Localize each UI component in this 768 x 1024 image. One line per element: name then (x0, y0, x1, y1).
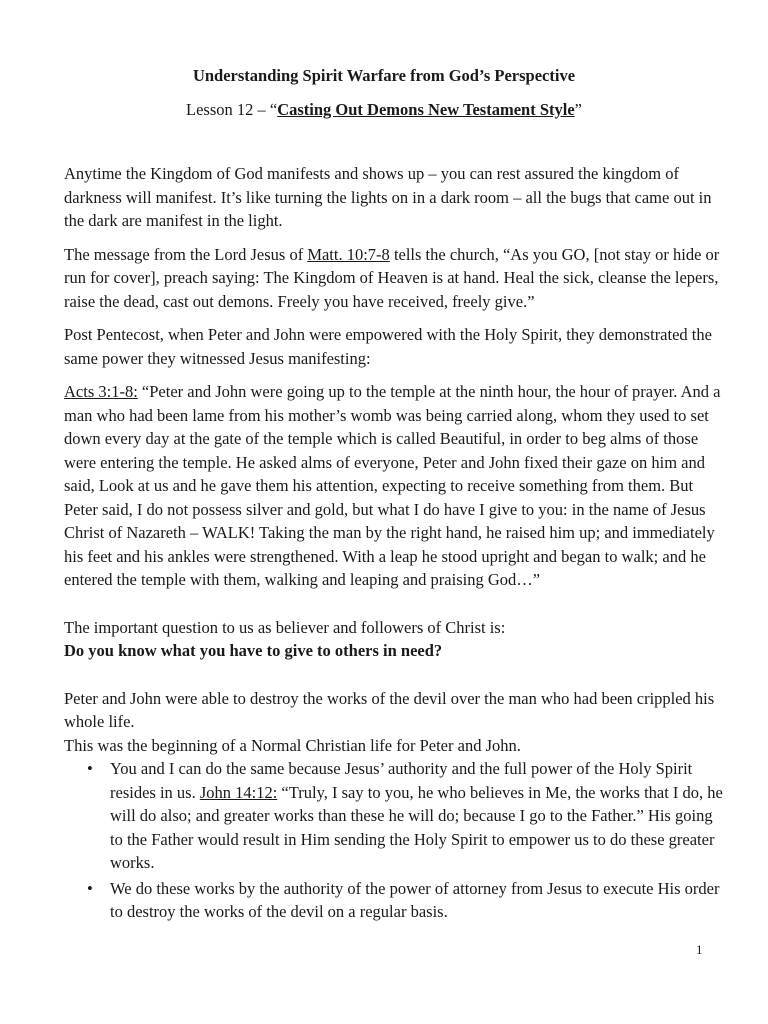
document-title: Understanding Spirit Warfare from God’s Perspective (192, 66, 576, 85)
scripture-ref-john: John 14:12: (199, 782, 278, 802)
question-bold: Do you know what you have to give to others in need? (64, 641, 443, 660)
list-item (87, 877, 728, 924)
paragraph-acts (64, 380, 728, 592)
scripture-ref-matthew: Matt. 10:7-8 (307, 244, 390, 264)
bullet-2-text: We do these works by the authority of the power of attorney from Jesus to execute His order to destroy the works of the devil on a regular basis. (110, 878, 720, 921)
scripture-ref-acts: Acts 3:1-8: (64, 382, 138, 401)
document-body (64, 162, 728, 926)
paragraph-question: The important question to us as believer and followers of Christ is: (64, 617, 506, 637)
paragraph-intro: Anytime the Kingdom of God manifests and shows up – you can rest assured the kingdom of darkness will manifest. It’s like turning the lights on in a dark room – all the bugs that came out in the dark are manifest in the light. (64, 164, 712, 230)
lesson-prefix: Lesson 12 – “ (186, 100, 278, 119)
paragraph-message-lead: The message from the Lord Jesus of (64, 244, 308, 264)
paragraph-message (64, 243, 728, 314)
bullet-icon: • (87, 878, 93, 898)
bullet-list (64, 757, 728, 924)
list-item (87, 757, 728, 875)
paragraph-message-rest: tells the church, “As you GO, [not stay or hide or run for cover], preach saying: The Kingdom of Heaven is at hand. Heal the sick, cleanse the lepers, raise the dead, cast out demons. Freely you have received, freely give.” (64, 244, 720, 311)
spacer (64, 602, 728, 616)
bullet-icon: • (87, 759, 93, 778)
paragraph-normal-life: This was the beginning of a Normal Christian life for Peter and John. (64, 735, 521, 755)
page-number: 1 (696, 942, 703, 957)
paragraph-destroy-works: Peter and John were able to destroy the works of the devil over the man who had been crippled his whole life. (64, 688, 715, 731)
lesson-title: Casting Out Demons New Testament Style (277, 100, 575, 119)
lesson-heading (0, 100, 768, 120)
spacer (64, 673, 728, 687)
bullet-1-quote: “Truly, I say to you, he who believes in Me, the works that I do, he will do also; and greater works than these he will do; because I go to the Father.” His going to the Father would result in Him sending the Holy Spirit to empower us to do these greater works. (110, 782, 723, 872)
paragraph-pentecost: Post Pentecost, when Peter and John were empowered with the Holy Spirit, they demonstrated the same power they witnessed Jesus manifesting: (64, 325, 712, 368)
lesson-suffix: ” (574, 100, 582, 119)
bullet-1-lead: You and I can do the same because Jesus’ authority and the full power of the Holy Spirit resides in us. (110, 759, 693, 802)
paragraph-acts-quote: “Peter and John were going up to the temple at the ninth hour, the hour of prayer. And a man who had been lame from his mother’s womb was being carried along, whom they used to set down every day at the gate of the temple which is called Beautiful, in order to beg alms of those were entering the temple. He asked alms of everyone, Peter and John fixed their gaze on him and said, Look at us and he gave them his attention, expecting to receive something from them. But Peter said, I do not possess silver and gold, but what I do have I give to you: in the name of Jesus Christ of Nazareth – WALK! Taking the man by the right hand, he raised him up; and immediately his feet and his ankles were strengthened. With a leap he stood upright and began to walk; and he entered the temple with them, walking and leaping and praising God…” (64, 382, 721, 589)
